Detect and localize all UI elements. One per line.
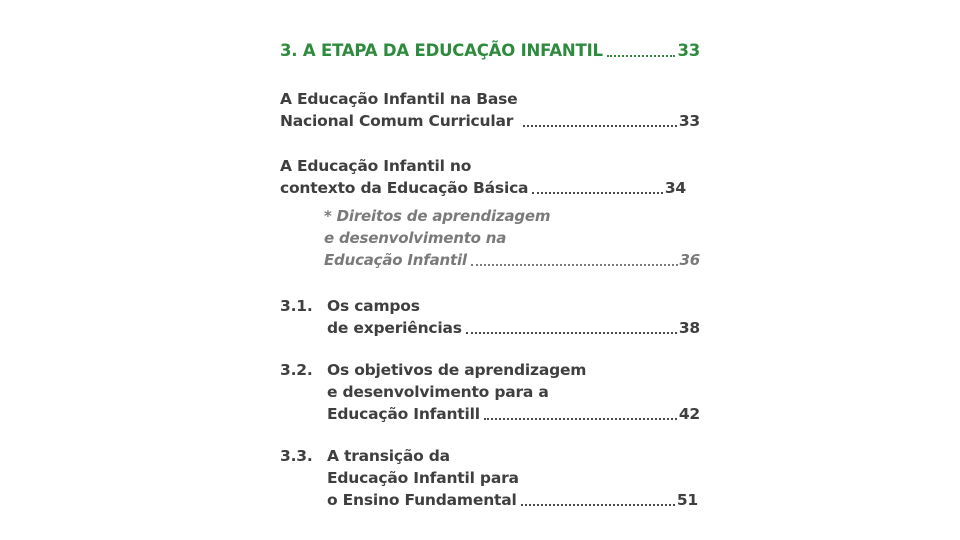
toc-entry-page: 51 — [676, 491, 698, 509]
toc-entry-line: e desenvolvimento para a — [327, 383, 549, 401]
toc-entry-page: 42 — [678, 405, 700, 423]
toc-entry-line: contexto da Educação Básica — [280, 179, 529, 197]
toc-entry[interactable] — [280, 88, 700, 132]
toc-entry-line: A Educação Infantil no — [280, 157, 472, 175]
dot-leader — [607, 55, 676, 57]
dot-leader — [521, 504, 675, 506]
toc-sub-entry-page: 36 — [679, 251, 700, 269]
toc-heading-title: 3. A ETAPA DA EDUCAÇÃO INFANTIL — [280, 41, 603, 60]
toc-entry-page: 33 — [678, 112, 700, 130]
dot-leader — [484, 418, 677, 420]
toc-entry-line: Educação Infantil para — [327, 469, 519, 487]
toc-entry-line: o Ensino Fundamental — [327, 491, 517, 509]
toc-entry-line: Nacional Comum Curricular — [280, 112, 514, 130]
toc-entry[interactable] — [280, 155, 700, 199]
dot-leader — [523, 125, 677, 127]
toc-entry-page: 34 — [664, 179, 686, 197]
toc-sub-entry-line: * Direitos de aprendizagem — [324, 207, 551, 225]
toc-entry-line: Os objetivos de aprendizagem — [327, 361, 587, 379]
toc-entry-line: A transição da — [327, 447, 450, 465]
dot-leader — [532, 192, 663, 194]
toc-numbered-entry[interactable] — [280, 295, 700, 339]
toc-numbered-entry[interactable] — [280, 359, 700, 425]
toc-sub-entry[interactable] — [324, 205, 700, 271]
dot-leader — [471, 264, 678, 266]
toc-entry-line: Educação Infantill — [327, 405, 480, 423]
table-of-contents — [280, 40, 700, 511]
toc-entry-page: 38 — [678, 319, 700, 337]
section-number: 3.1. — [280, 297, 313, 315]
section-number: 3.3. — [280, 447, 313, 465]
toc-sub-entry-line: Educação Infantil — [324, 251, 467, 269]
toc-heading[interactable] — [280, 40, 700, 62]
toc-entry-line: de experiências — [327, 319, 462, 337]
dot-leader — [466, 332, 677, 334]
toc-entry-line: Os campos — [327, 297, 420, 315]
section-number: 3.2. — [280, 361, 313, 379]
toc-sub-entry-line: e desenvolvimento na — [324, 229, 507, 247]
toc-heading-page: 33 — [677, 41, 700, 60]
toc-numbered-entry[interactable] — [280, 445, 700, 511]
toc-entry-line: A Educação Infantil na Base — [280, 90, 518, 108]
